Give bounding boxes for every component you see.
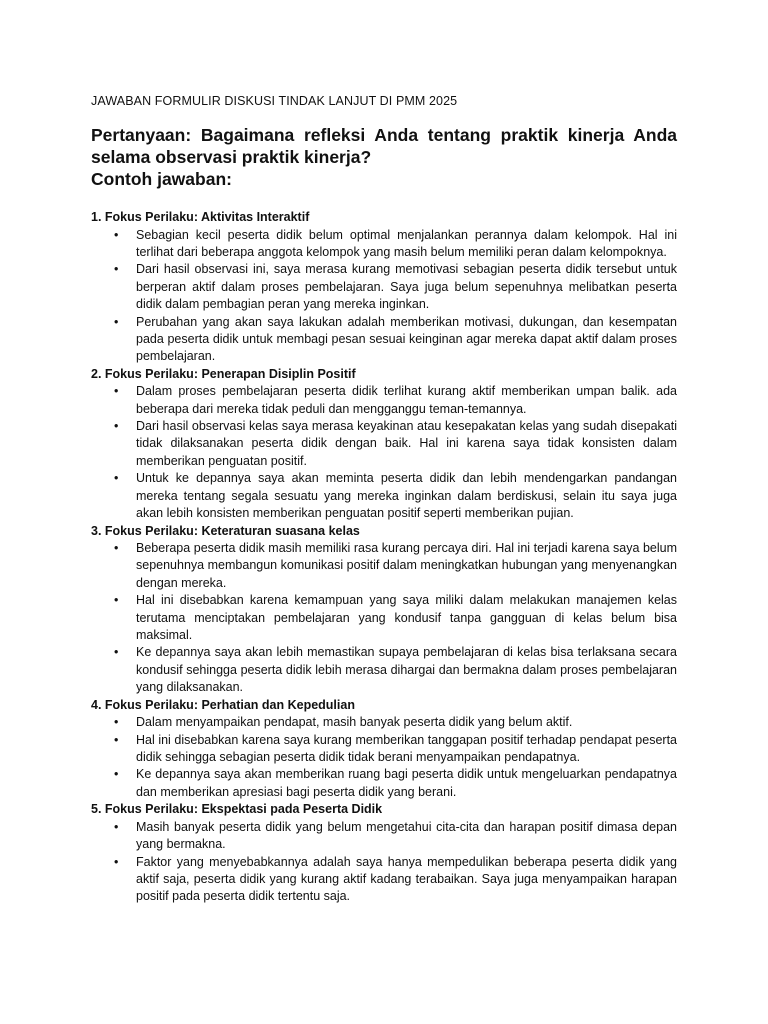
document-title: JAWABAN FORMULIR DISKUSI TINDAK LANJUT DI PMM 2025 [91,94,458,108]
bullet-item: • Untuk ke depannya saya akan meminta peserta didik dan lebih mendengarkan pandangan mereka tentang segala sesuatu yang mereka inginkan dalam berdiskusi, selain itu saya juga akan lebih konsisten memberikan penguatan positif seperti memberikan pujian. [91,470,677,522]
section-disiplin-positif [91,366,677,523]
section-keteraturan-kelas [91,523,677,697]
example-answer-label: Contoh jawaban: [91,169,232,189]
section-ekspektasi-peserta-didik [91,801,677,906]
bullet-item: • Ke depannya saya akan lebih memastikan supaya pembelajaran di kelas bisa terlaksana secara kondusif sehingga peserta didik lebih merasa dihargai dan bermakna dalam proses pembelajaran yang dilaksanakan. [91,644,677,696]
bullet-list [91,540,677,697]
section-heading: 1. Fokus Perilaku: Aktivitas Interaktif [91,210,310,224]
bullet-list [91,819,677,906]
bullet-list [91,714,677,801]
section-heading: 2. Fokus Perilaku: Penerapan Disiplin Positif [91,366,356,381]
bullet-list [91,383,677,522]
section-heading: 5. Fokus Perilaku: Ekspektasi pada Peserta Didik [91,802,383,817]
bullet-item: • Dari hasil observasi ini, saya merasa kurang memotivasi sebagian peserta didik tersebut untuk berperan aktif dalam proses pembelajaran. Saya juga belum sepenuhnya melibatkan peserta didik dalam pembagian peran yang mereka inginkan. [91,261,677,313]
question-text: Pertanyaan: Bagaimana refleksi Anda tentang praktik kinerja Anda selama observasi praktik kinerja? [91,125,677,167]
bullet-item: • Hal ini disebabkan karena saya kurang memberikan tanggapan positif terhadap pendapat peserta didik sehingga sebagian peserta didik tidak berani menyampaikan pendapatnya. [91,732,677,767]
bullet-item: • Beberapa peserta didik masih memiliki rasa kurang percaya diri. Hal ini terjadi karena saya belum sepenuhnya membangun komunikasi positif dalam meningkatkan hubungan yang menyenangkan dengan mereka. [91,540,677,592]
bullet-item: • Ke depannya saya akan memberikan ruang bagi peserta didik untuk mengeluarkan pendapatnya dan memberikan apresiasi bagi peserta didik yang berani. [91,766,677,801]
bullet-item: • Hal ini disebabkan karena kemampuan yang saya miliki dalam melakukan manajemen kelas terutama menciptakan pembelajaran yang kondusif tanpa gangguan di kelas belum bisa maksimal. [91,592,677,644]
section-aktivitas-interaktif [91,209,677,366]
section-heading: 4. Fokus Perilaku: Perhatian dan Kepedulian [91,697,355,712]
bullet-item: • Sebagian kecil peserta didik belum optimal menjalankan perannya dalam kelompok. Hal ini terlihat dari beberapa anggota kelompok yang masih belum memiliki peran dalam kelompoknya. [91,227,677,262]
section-heading: 3. Fokus Perilaku: Keteraturan suasana kelas [91,523,360,538]
bullet-item: • Perubahan yang akan saya lakukan adalah memberikan motivasi, dukungan, dan kesempatan pada peserta didik untuk membagi pesan sesuai keinginan agar mereka dapat aktif dalam proses pembelajaran. [91,314,677,366]
bullet-item: • Dalam menyampaikan pendapat, masih banyak peserta didik yang belum aktif. [91,714,677,731]
bullet-list [91,227,677,366]
section-perhatian-kepedulian [91,697,677,802]
bullet-item: • Dalam proses pembelajaran peserta didik terlihat kurang aktif memberikan umpan balik. ada beberapa dari mereka tidak peduli dan mengganggu teman-temannya. [91,383,677,418]
bullet-item: • Dari hasil observasi kelas saya merasa keyakinan atau kesepakatan kelas yang sudah disepakati tidak dilaksanakan peserta didik dengan baik. Hal ini karena saya tidak konsisten dalam memberikan penguatan positif. [91,418,677,470]
bullet-item: • Faktor yang menyebabkannya adalah saya hanya mempedulikan beberapa peserta didik yang aktif saja, peserta didik yang kurang aktif kadang terabaikan. Saya juga menyampaikan harapan positif pada peserta didik tertentu saja. [91,854,677,906]
bullet-item: • Masih banyak peserta didik yang belum mengetahui cita-cita dan harapan positif dimasa depan yang bermakna. [91,819,677,854]
